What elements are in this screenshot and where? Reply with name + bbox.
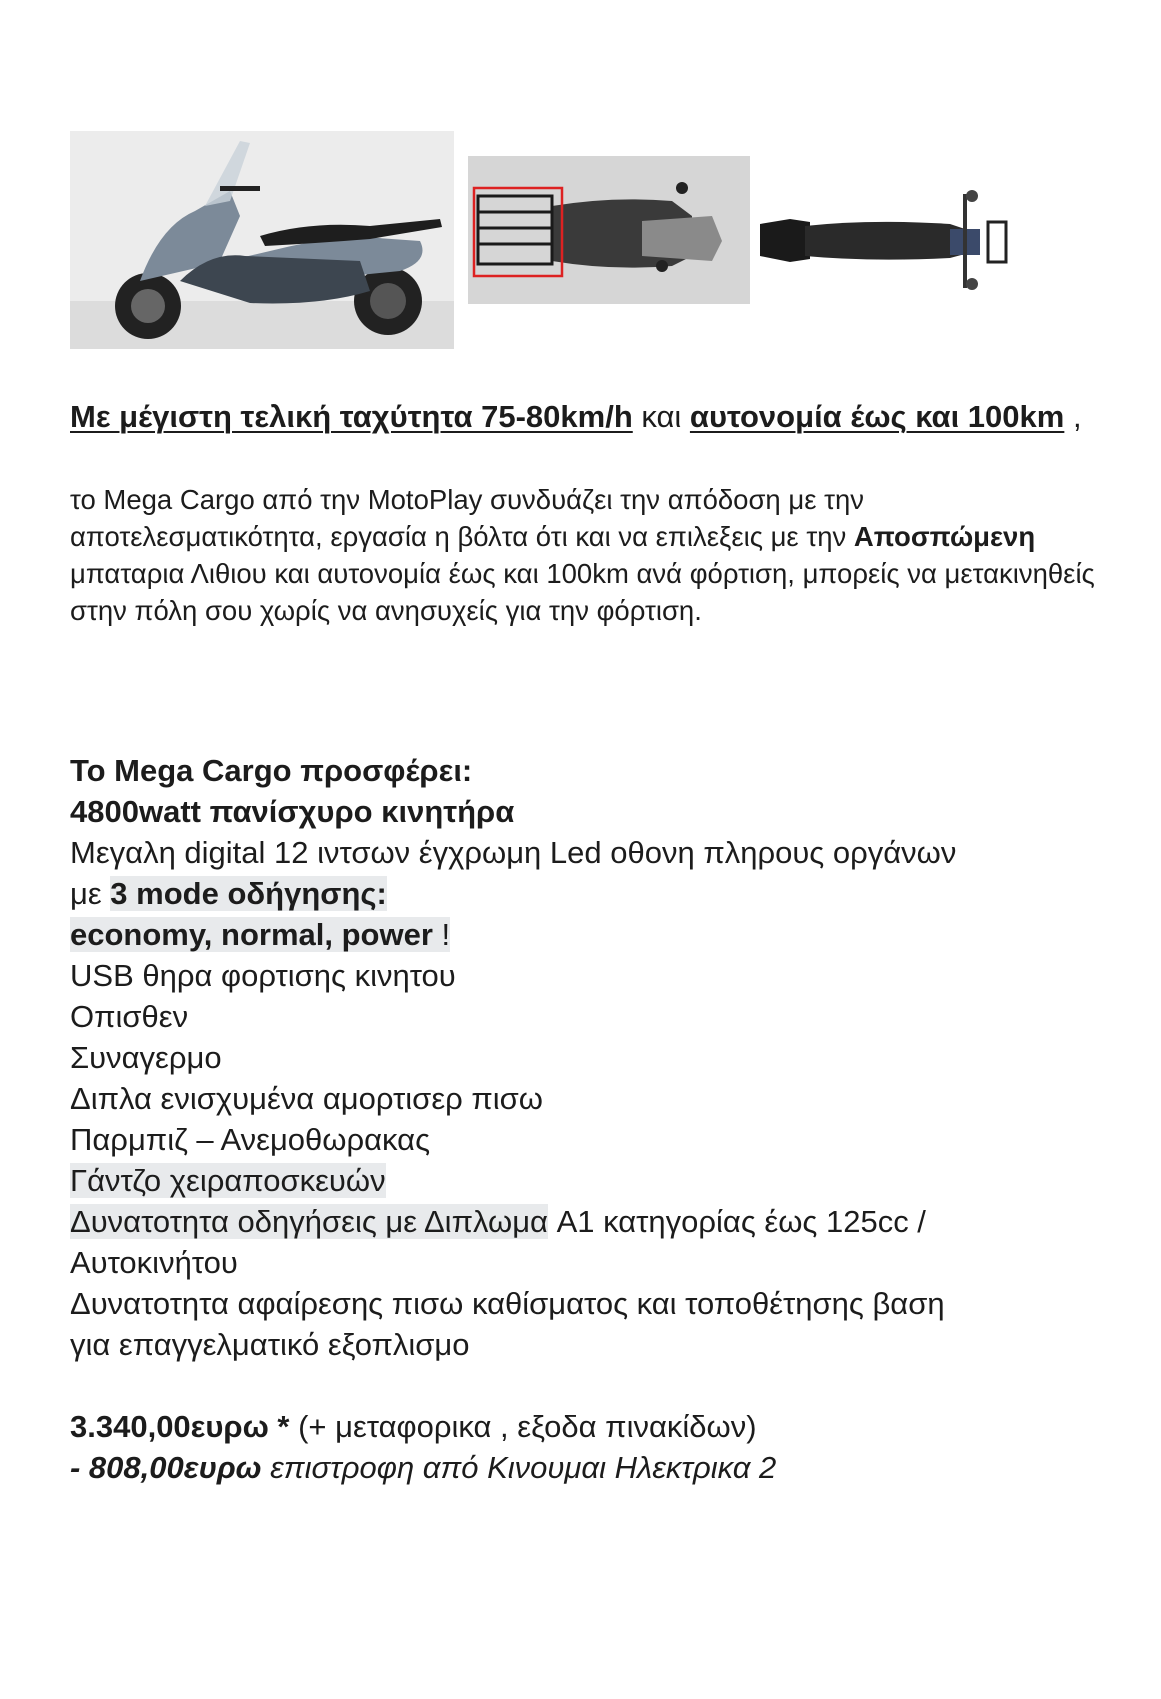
modes-exclamation: ! — [432, 917, 451, 952]
scooter-side-view-photo — [70, 131, 454, 349]
feature-license-a: Δυνατοτητα οδηγήσεις με Διπλωμα — [70, 1204, 548, 1239]
feature-license-b: A1 κατηγορίας έως 125cc / — [547, 1204, 926, 1239]
feature-seat-b: για επαγγελματικό εξοπλισμο — [70, 1327, 470, 1362]
intro-headline — [70, 397, 1100, 437]
speed-phrase: Με μέγιστη τελική ταχύτητα 75-80km/h — [70, 399, 633, 434]
feature-shocks: Διπλα ενισχυμένα αμορτισερ πισω — [70, 1081, 543, 1116]
rebate-note: επιστροφη από Κινουμαι Ηλεκτρικα 2 — [261, 1450, 777, 1485]
rebate-value: - 808,00ευρω — [70, 1450, 262, 1485]
scooter-rear-rack-photo — [462, 156, 750, 304]
description-paragraph — [70, 481, 1100, 629]
feature-motor: 4800watt πανίσχυρο κινητήρα — [70, 794, 515, 829]
modes-list: economy, normal, power — [70, 917, 433, 952]
features-list — [70, 750, 1130, 1365]
feature-alarm: Συναγερμο — [70, 1040, 222, 1075]
feature-windshield: Παρμπιζ – Ανεμοθωρακας — [70, 1122, 431, 1157]
description-part1: το Mega Cargo από την MotoPlay συνδυάζει την απόδοση με την αποτελεσματικότητα, εργασία η βόλτα ότι και να επιλεξεις με την — [70, 484, 865, 552]
features-heading: Το Mega Cargo προσφέρει: — [70, 753, 473, 788]
price-value: 3.340,00ευρω * — [70, 1409, 290, 1444]
feature-seat-a: Δυνατοτητα αφαίρεσης πισω καθίσματος και τοποθέτησης βαση — [70, 1286, 945, 1321]
price-note: (+ μεταφορικα , εξοδα πινακίδων) — [289, 1409, 757, 1444]
feature-modes: 3 mode οδήγησης: — [110, 876, 387, 911]
detachable-word: Αποσπώμενη — [853, 521, 1036, 552]
feature-usb: USB θηρα φορτισης κινητου — [70, 958, 456, 993]
scooter-top-view-photo — [750, 184, 1020, 296]
modes-prefix: με — [70, 876, 111, 911]
feature-reverse: Οπισθεν — [70, 999, 189, 1034]
comma: , — [1064, 399, 1082, 434]
description-part2: μπαταρια Λιθιου και αυτονομία έως και 100km ανά φόρτιση, μπορείς να μετακινηθείς στην πόλη σου χωρίς να ανησυχείς για την φόρτιση. — [70, 558, 1095, 626]
feature-hook: Γάντζο χειραποσκευών — [70, 1163, 386, 1198]
range-phrase: αυτονομία έως και 100km — [689, 399, 1065, 434]
and-word: και — [632, 399, 690, 434]
feature-license-c: Αυτοκινήτου — [70, 1245, 238, 1280]
feature-screen: Μεγαλη digital 12 ιντσων έγχρωμη Led οθονη πληρους οργάνων — [70, 835, 957, 870]
pricing-block — [70, 1406, 1130, 1488]
